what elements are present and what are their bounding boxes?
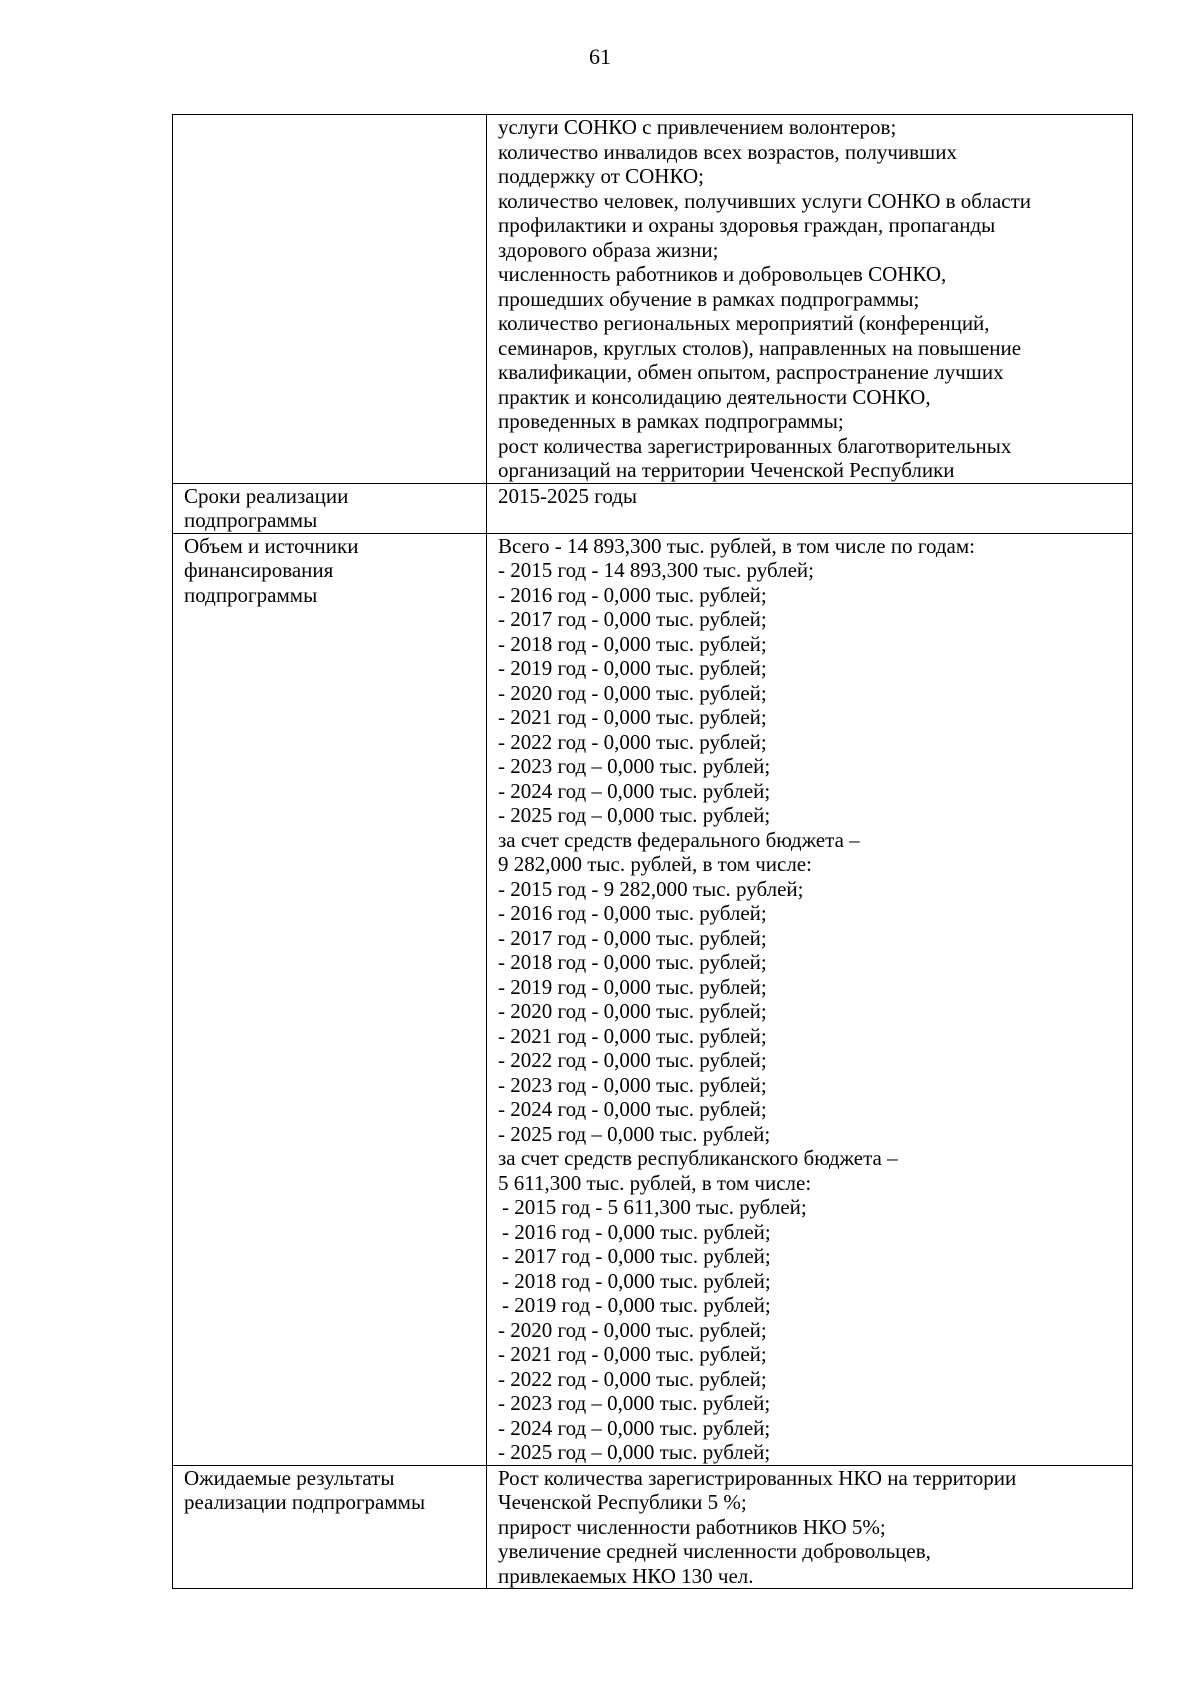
value-line: привлекаемых НКО 130 чел. [498, 1563, 754, 1588]
page-number: 61 [589, 44, 611, 69]
row-implementation-period [173, 483, 1133, 533]
label-line: подпрограммы [184, 508, 318, 532]
label-line: Ожидаемые результаты [184, 1465, 395, 1490]
value-line: проведенных в рамках подпрограммы; [498, 409, 844, 433]
label-line: Сроки реализации [184, 483, 349, 508]
value-cell [487, 1465, 1133, 1589]
value-line: - 2022 год - 0,000 тыс. рублей; [498, 729, 767, 754]
value-line: - 2019 год - 0,000 тыс. рублей; [498, 974, 767, 999]
subprogram-passport-table [172, 114, 1133, 1589]
value-line: - 2024 год – 0,000 тыс. рублей; [498, 778, 771, 803]
value-line: - 2023 год – 0,000 тыс. рублей; [498, 754, 771, 778]
label-line: подпрограммы [184, 582, 318, 607]
value-line: 2015-2025 годы [498, 483, 638, 508]
value-line: - 2022 год - 0,000 тыс. рублей; [498, 1366, 767, 1391]
value-line: семинаров, круглых столов), направленных на повышение [498, 335, 1022, 360]
value-line: - 2020 год - 0,000 тыс. рублей; [498, 680, 767, 705]
value-line: численность работников и добровольцев СОНКО, [498, 262, 947, 286]
value-line: услуги СОНКО с привлечением волонтеров; [498, 115, 897, 139]
value-line: количество инвалидов всех возрастов, получивших [498, 139, 957, 164]
value-line: - 2024 год – 0,000 тыс. рублей; [498, 1415, 771, 1440]
value-line: - 2023 год - 0,000 тыс. рублей; [498, 1072, 767, 1097]
value-line: - 2021 год - 0,000 тыс. рублей; [498, 1023, 767, 1048]
label-line: реализации подпрограммы [184, 1490, 426, 1514]
value-line: - 2016 год - 0,000 тыс. рублей; [502, 1219, 771, 1244]
value-line: Рост количества зарегистрированных НКО на территории [498, 1465, 1017, 1490]
value-line: - 2020 год - 0,000 тыс. рублей; [498, 1317, 767, 1342]
value-line: - 2015 год - 14 893,300 тыс. рублей; [498, 558, 814, 582]
value-line: за счет средств республиканского бюджета – [498, 1146, 898, 1170]
value-cell [487, 115, 1133, 484]
value-line: прирост численности работников НКО 5%; [498, 1514, 886, 1539]
value-line: - 2022 год - 0,000 тыс. рублей; [498, 1048, 767, 1072]
value-line: - 2017 год - 0,000 тыс. рублей; [498, 607, 767, 631]
value-line: - 2018 год - 0,000 тыс. рублей; [502, 1268, 771, 1293]
value-line: - 2021 год - 0,000 тыс. рублей; [498, 1342, 767, 1366]
value-line: количество человек, получивших услуги СОНКО в области [498, 188, 1031, 213]
value-line: - 2017 год - 0,000 тыс. рублей; [502, 1244, 771, 1268]
value-line: - 2023 год – 0,000 тыс. рублей; [498, 1391, 771, 1415]
value-cell [487, 483, 1133, 533]
value-line: - 2016 год - 0,000 тыс. рублей; [498, 582, 767, 607]
table-body [173, 115, 1133, 1589]
value-line: - 2021 год - 0,000 тыс. рублей; [498, 705, 767, 729]
row-expected-results [173, 1465, 1133, 1589]
value-line: 9 282,000 тыс. рублей, в том числе: [498, 852, 812, 876]
value-line: Чеченской Республики 5 %; [498, 1490, 747, 1514]
value-line: прошедших обучение в рамках подпрограммы; [498, 286, 920, 311]
value-line: - 2015 год - 5 611,300 тыс. рублей; [502, 1195, 807, 1219]
value-line: - 2017 год - 0,000 тыс. рублей; [498, 925, 767, 950]
value-line: здорового образа жизни; [498, 237, 719, 262]
value-line: за счет средств федерального бюджета – [498, 827, 860, 852]
value-line: поддержку от СОНКО; [498, 164, 704, 188]
value-line: - 2024 год - 0,000 тыс. рублей; [498, 1097, 767, 1121]
value-line: - 2016 год - 0,000 тыс. рублей; [498, 901, 767, 925]
value-line: Всего - 14 893,300 тыс. рублей, в том числе по годам: [498, 533, 975, 558]
label-cell [173, 115, 487, 484]
value-line: - 2018 год - 0,000 тыс. рублей; [498, 950, 767, 974]
value-line: организаций на территории Чеченской Республики [498, 458, 955, 482]
value-line: количество региональных мероприятий (конференций, [498, 311, 990, 335]
label-cell [173, 1465, 487, 1589]
value-line: - 2019 год - 0,000 тыс. рублей; [498, 656, 767, 680]
row-indicators-continued [173, 115, 1133, 484]
value-line: квалификации, обмен опытом, распространение лучших [498, 360, 1004, 384]
value-line: - 2018 год - 0,000 тыс. рублей; [498, 631, 767, 656]
value-cell [487, 533, 1133, 1465]
label-line: Объем и источники [184, 533, 359, 558]
label-line: финансирования [184, 558, 334, 582]
value-line: - 2025 год – 0,000 тыс. рублей; [498, 1440, 771, 1464]
value-line: - 2015 год - 9 282,000 тыс. рублей; [498, 876, 804, 901]
label-cell [173, 483, 487, 533]
value-line: увеличение средней численности добровольцев, [498, 1539, 931, 1563]
value-line: профилактики и охраны здоровья граждан, пропаганды [498, 213, 996, 237]
value-line: - 2019 год - 0,000 тыс. рублей; [502, 1293, 771, 1317]
value-line: 5 611,300 тыс. рублей, в том числе: [498, 1170, 812, 1195]
value-line: практик и консолидацию деятельности СОНКО, [498, 384, 931, 409]
value-line: рост количества зарегистрированных благотворительных [498, 433, 1012, 458]
row-financing [173, 533, 1133, 1465]
label-cell [173, 533, 487, 1465]
value-line: - 2025 год – 0,000 тыс. рублей; [498, 1121, 771, 1146]
value-line: - 2020 год - 0,000 тыс. рублей; [498, 999, 767, 1023]
value-line: - 2025 год – 0,000 тыс. рублей; [498, 803, 771, 827]
